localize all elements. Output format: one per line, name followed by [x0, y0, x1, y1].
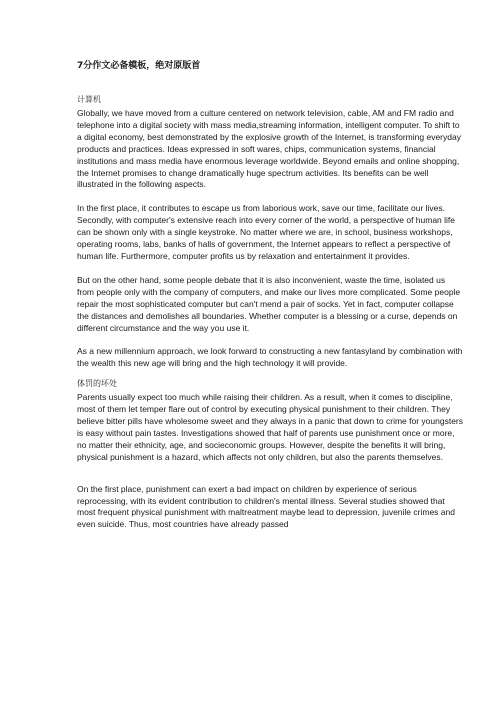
paragraph: On the first place, punishment can exert a bad impact on children by experience of serious reprocessing, with its evident contribution to children's mental illness. Several studies showed that most frequent physical punishment with maltreatment maybe lead to depression, juvenile crimes and even suicide. Thus, most countries have already passed	[77, 483, 455, 530]
paragraph: But on the other hand, some people debate that it is also inconvenient, waste the time, isolated us from people only with the company of computers, and make our lives more complicated. Some people repair the most sophisticated computer but can't mend a pair of socks. Yet in fact, computer collapse the distances and demolishes all boundaries. Whether computer is a blessing or a curse, depends on different circumstance and the way you use it.	[77, 274, 461, 333]
paragraph: As a new millennium approach, we look forward to constructing a new fantasyland by combination with the wealth this new age will bring and the high technology it will provide.	[77, 346, 463, 369]
section-heading: 体罚的坏处	[77, 379, 117, 389]
section-physical-punishment	[77, 378, 464, 531]
paragraph-spacer	[77, 476, 464, 484]
section-heading: 计算机	[77, 95, 101, 104]
section-computer	[77, 94, 464, 370]
paragraph: In the first place, it contributes to escape us from laborious work, save our time, facilitate our lives. Secondly, with computer's extensive reach into every corner of the world, a perspective of human life can be shown only with a single keystroke. No matter where we are, in school, business workshops, operating rooms, labs, banks of halls of government, the Internet appears to reflect a perspective of human life. Furthermore, computer profits us by relaxation and entertainment it provides.	[77, 203, 456, 261]
document-title: 7分作文必备模板，绝对原版首	[77, 61, 201, 71]
paragraph: Globally, we have moved from a culture centered on network television, cable, AM and FM radio and telephone into a digital society with mass media,streaming information, intelligent computer. To shift to a digital economy, best demonstrated by the explosive growth of the Internet, is transforming everyday products and practices. Ideas expressed in soft wares, chips, communication systems, financial institutions and mass media have enormous leverage worldwide. Beyond emails and online shopping, the Internet promises to change dramatically huge spectrum activities. Its benefits can be well illustrated in the following aspects.	[77, 108, 461, 190]
paragraph: Parents usually expect too much while raising their children. As a result, when it comes to discipline, most of them let temper flare out of control by executing physical punishment to their children. They believe bitter pills have wholesome sweet and they always in a panic that down to crime for youngsters is easy without pain tastes. Investigations showed that half of parents use punishment once or more, no matter their ethnicity, age, and socieconomic groups. However, despite the benefits it will bring, physical punishment is a hazard, which affects not only children, but also the parents themselves.	[77, 392, 464, 462]
